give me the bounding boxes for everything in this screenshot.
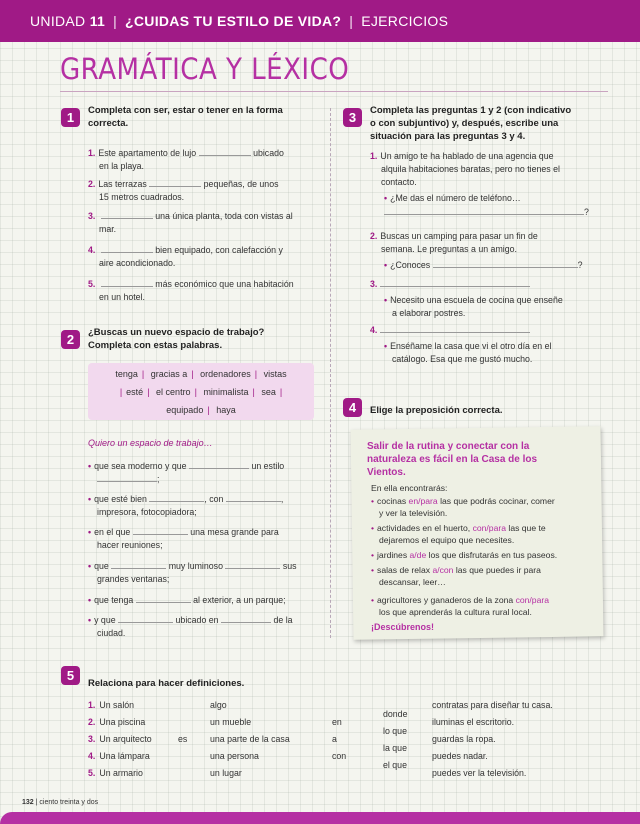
column-divider (330, 108, 331, 638)
ex2-item-6: • y que ubicado en de la ciudad. (88, 615, 293, 638)
match-col-verb: es (178, 734, 188, 744)
ex3-item-3: 3. • Necesito una escuela de cocina que enseñe a elaborar postres. (370, 279, 563, 318)
blank-input[interactable] (226, 493, 281, 502)
match-col-subjects (88, 697, 152, 782)
exercise-1-badge: 1 (61, 108, 80, 127)
blank-input[interactable] (101, 210, 153, 219)
word-bank: tenga | gracias a | ordenadores | vistas | esté | el centro | minimalista | sea | equipado | haya (88, 363, 314, 420)
exercise-2-subhead: Quiero un espacio de trabajo… (88, 438, 213, 448)
page-title: GRAMÁTICA Y LÉXICO (60, 52, 350, 86)
exercise-5-badge: 5 (61, 666, 80, 685)
blank-input[interactable] (149, 493, 204, 502)
blank-input[interactable] (221, 614, 271, 623)
blank-input[interactable] (225, 560, 280, 569)
blank-input[interactable] (97, 473, 157, 482)
match-item: 2. Una piscina (88, 717, 146, 727)
ex3-item-4: 4. • Enséñame la casa que vi el otro día en el catálogo. Esa que me gustó mucho. (370, 325, 552, 364)
ex2-item-1: • que sea moderno y que un estilo ; (88, 461, 285, 484)
blank-input[interactable] (199, 147, 251, 156)
blank-input[interactable] (133, 526, 188, 535)
blank-input[interactable] (149, 178, 201, 187)
blank-input[interactable] (384, 206, 584, 215)
footer-bar (0, 812, 640, 824)
page-header: UNIDAD 11 | ¿CUIDAS TU ESTILO DE VIDA? | EJERCICIOS (0, 0, 640, 42)
preposition-choice[interactable]: en/para (408, 496, 438, 506)
ad-line-5: • agricultores y ganaderos de la zona con/para los que aprenderás la cultura rural local. (371, 595, 550, 617)
ex2-item-3: • en el que una mesa grande para hacer reuniones; (88, 527, 279, 550)
ex1-item-5: 5. más económico que una habitación en un hotel. (88, 279, 294, 302)
ad-card-title: Salir de la rutina y conectar con la naturaleza es fácil en la Casa de los Vientos. (367, 441, 538, 478)
blank-input[interactable] (189, 460, 249, 469)
page-number: 132 | ciento treinta y dos (22, 799, 99, 806)
unit-number: 11 (89, 13, 106, 29)
match-item: 3. Un arquitecto (88, 734, 152, 744)
word: minimalista (203, 387, 249, 397)
preposition-choice[interactable]: con/para (515, 595, 550, 605)
blank-input[interactable] (118, 614, 173, 623)
ad-intro: En ella encontrarás: (371, 483, 448, 493)
exercise-1-instruction: Completa con ser, estar o tener en la forma correcta. (88, 105, 283, 129)
ex2-item-4: • que muy luminoso sus grandes ventanas; (88, 561, 297, 584)
ex1-item-4: 4. bien equipado, con calefacción y aire acondicionado. (88, 245, 283, 268)
ad-cta: ¡Descúbrenos! (371, 622, 435, 632)
word: el centro (156, 387, 191, 397)
match-col-prepositions: en a con (332, 717, 347, 761)
match-item: 1. Un salón (88, 700, 135, 710)
preposition-choice[interactable]: a/de (409, 550, 427, 560)
blank-input[interactable] (111, 560, 166, 569)
blank-input[interactable] (380, 278, 530, 287)
ex2-item-2: • que esté bien , con , impresora, fotocopiadora; (88, 494, 284, 517)
ad-line-3: • jardines a/de los que disfrutarás en tus paseos. (371, 550, 558, 560)
match-col-nouns: algo un mueble una parte de la casa una persona un lugar (210, 700, 290, 778)
exercise-5-instruction: Relaciona para hacer definiciones. (88, 678, 245, 689)
blank-input[interactable] (433, 259, 578, 268)
blank-input[interactable] (136, 594, 191, 603)
title-rule (60, 91, 608, 92)
ex1-item-2: 2. Las terrazas pequeñas, de unos 15 metros cuadrados. (88, 179, 279, 202)
preposition-choice[interactable]: con/para (472, 523, 507, 533)
ad-line-2: • actividades en el huerto, con/para las que te dejaremos el equipo que necesites. (371, 523, 546, 545)
unit-topic: ¿CUIDAS TU ESTILO DE VIDA? (125, 13, 342, 29)
word: gracias a (150, 369, 188, 379)
word: esté (126, 387, 144, 397)
exercise-4-instruction: Elige la preposición correcta. (370, 405, 503, 416)
word: vistas (263, 369, 287, 379)
section-label: EJERCICIOS (361, 13, 449, 29)
word: haya (216, 405, 236, 415)
match-item: 4. Una lámpara (88, 751, 150, 761)
ex2-item-5: • que tenga al exterior, a un parque; (88, 595, 286, 605)
word: tenga (115, 369, 138, 379)
exercise-4-badge: 4 (343, 398, 362, 417)
exercise-2-instruction: ¿Buscas un nuevo espacio de trabajo? Completa con estas palabras. (88, 327, 265, 351)
ex3-item-1: 1. Un amigo te ha hablado de una agencia que alquila habitaciones baratas, pero no tienes el contacto. • ¿Me das el número de teléfono… ? (370, 151, 589, 217)
ex1-item-3: 3. una única planta, toda con vistas al mar. (88, 211, 293, 234)
ad-line-4: • salas de relax a/con las que puedes ir para descansar, leer… (371, 565, 541, 587)
ex1-item-1: 1. Este apartamento de lujo ubicado en la playa. (88, 148, 284, 171)
blank-input[interactable] (101, 278, 153, 287)
exercise-3-instruction: Completa las preguntas 1 y 2 (con indicativo o con subjuntivo) y, después, escribe una situación para las preguntas 3 y 4. (370, 105, 572, 142)
preposition-choice[interactable]: a/con (432, 565, 454, 575)
word: equipado (166, 405, 204, 415)
unit-label: UNIDAD (30, 13, 86, 29)
exercise-2-badge: 2 (61, 330, 80, 349)
match-col-relatives: donde lo que la que el que (383, 709, 408, 770)
exercise-3-badge: 3 (343, 108, 362, 127)
word: ordenadores (200, 369, 251, 379)
match-item: 5. Un armario (88, 768, 143, 778)
ex3-item-2: 2. Buscas un camping para pasar un fin de semana. Le preguntas a un amigo. • ¿Conoces ? (370, 231, 583, 270)
ad-line-1: • cocinas en/para las que podrás cocinar, comer y ver la televisión. (371, 496, 555, 518)
word: sea (261, 387, 276, 397)
blank-input[interactable] (101, 244, 153, 253)
blank-input[interactable] (380, 324, 530, 333)
match-col-endings: contratas para diseñar tu casa. iluminas el escritorio. guardas la ropa. puedes nadar. puedes ver la televisión. (432, 700, 553, 778)
